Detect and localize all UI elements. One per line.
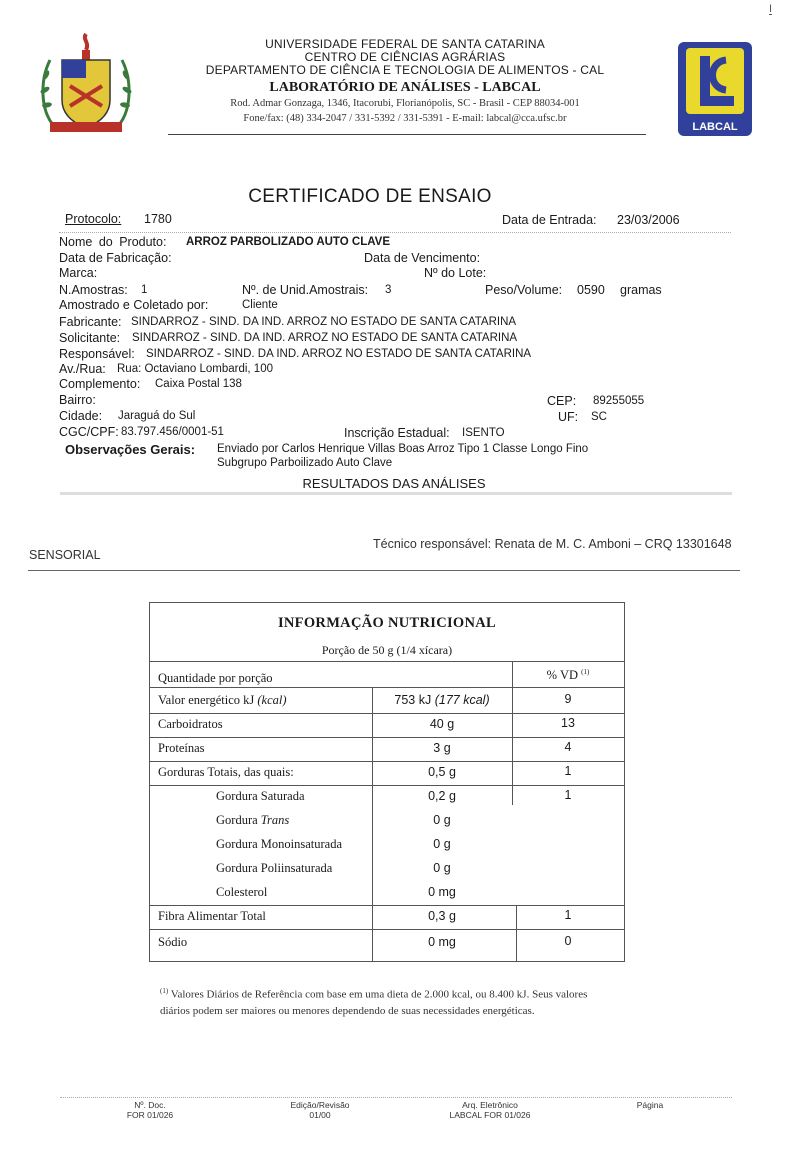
footer-arquivo: Arq. Eletrônico LABCAL FOR 01/026 <box>449 1100 531 1120</box>
nutrition-row-vd: 0 <box>564 934 572 948</box>
cgc-label: CGC/CPF: <box>59 425 119 439</box>
university-name: UNIVERSIDADE FEDERAL DE SANTA CATARINA <box>265 37 545 51</box>
nutrition-row <box>150 737 624 761</box>
nutrition-row-label: Gordura Poliinsaturada <box>216 861 333 875</box>
nutrition-row-vd: 1 <box>564 908 572 922</box>
center-name: CENTRO DE CIÊNCIAS AGRÁRIAS <box>304 50 506 64</box>
cgc-value: 83.797.456/0001-51 <box>121 426 224 438</box>
observacoes-label: Observações Gerais: <box>65 442 196 457</box>
observacoes-line2: Subgrupo Parboilizado Auto Clave <box>217 457 393 469</box>
university-seal-logo <box>36 30 136 140</box>
nutrition-row <box>150 833 624 857</box>
protocol-divider <box>59 232 731 233</box>
nutrition-row-label: Valor energético kJ (kcal) <box>158 693 287 707</box>
lab-name: LABORATÓRIO DE ANÁLISES - LABCAL <box>269 80 541 95</box>
nutrition-row <box>150 905 624 929</box>
marca-label: Marca: <box>59 266 98 280</box>
certificate-title: CERTIFICADO DE ENSAIO <box>248 186 492 207</box>
nutrition-row-vd: 4 <box>564 740 572 754</box>
complemento-value: Caixa Postal 138 <box>155 378 242 390</box>
nutrition-portion: Porção de 50 g (1/4 xícara) <box>321 643 453 657</box>
vencimento-label: Data de Vencimento: <box>364 251 481 265</box>
cidade-label: Cidade: <box>59 409 103 423</box>
peso-unit: gramas <box>620 283 662 297</box>
nutrition-row-quantity: 0,2 g <box>428 789 456 803</box>
nutrition-row-vd: 13 <box>561 716 575 730</box>
nutrition-row <box>150 713 624 737</box>
nutrition-row-quantity: 0 g <box>433 861 451 875</box>
inscricao-value: ISENTO <box>462 427 505 439</box>
qty-header: Quantidade por porção <box>158 671 273 685</box>
sensorial-label: SENSORIAL <box>29 548 101 562</box>
nome-label: Nome do Produto: <box>59 235 167 249</box>
footer-doc: Nº. Doc. FOR 01/026 <box>126 1100 174 1120</box>
data-entrada-value: 23/03/2006 <box>617 213 680 227</box>
nutrition-row <box>150 857 624 881</box>
responsavel-label: Responsável: <box>59 347 135 361</box>
nutrition-row-quantity: 0,3 g <box>428 909 456 923</box>
nutrition-row-quantity: 0 g <box>433 837 451 851</box>
nutrition-row-quantity: 0 mg <box>428 885 456 899</box>
inscricao-label: Inscrição Estadual: <box>344 426 450 440</box>
footnote <box>160 983 620 1019</box>
nutrition-row-quantity: 3 g <box>433 741 451 755</box>
nutrition-title: INFORMAÇÃO NUTRICIONAL <box>277 615 497 631</box>
unid-value: 3 <box>385 284 392 296</box>
footer-edicao: Edição/Revisão 01/00 <box>290 1100 350 1120</box>
rua-label: Av./Rua: <box>59 362 106 376</box>
fabricante-value: SINDARROZ - SIND. DA IND. ARROZ NO ESTADO DE SANTA CATARINA <box>131 316 517 328</box>
observacoes-line1: Enviado por Carlos Henrique Villas Boas Arroz Tipo 1 Classe Longo Fino <box>217 443 589 455</box>
nutrition-row-label: Gordura Trans <box>216 813 290 827</box>
lote-label: Nº do Lote: <box>424 266 487 280</box>
department-name: DEPARTAMENTO DE CIÊNCIA E TECNOLOGIA DE ALIMENTOS - CAL <box>205 63 605 77</box>
results-title: RESULTADOS DAS ANÁLISES <box>302 476 486 491</box>
nutrition-header-row <box>150 665 624 689</box>
rua-value: Rua: Octaviano Lombardi, 100 <box>117 363 273 375</box>
footnote-text: Valores Diários de Referência com base em uma dieta de 2.000 kcal, ou 8.400 kJ. Seus valores diários podem ser maiores ou menores dependendo de suas necessidades energéticas. <box>160 988 588 1017</box>
nutrition-row-vd: 1 <box>564 788 572 802</box>
peso-label: Peso/Volume: <box>485 283 563 297</box>
results-divider <box>60 492 732 495</box>
institution-header <box>160 38 650 126</box>
unid-label: Nº. de Unid.Amostrais: <box>242 283 369 297</box>
uf-value: SC <box>591 411 607 423</box>
corner-mark: I <box>768 3 772 15</box>
responsavel-value: SINDARROZ - SIND. DA IND. ARROZ NO ESTADO DE SANTA CATARINA <box>146 348 532 360</box>
nutrition-row-quantity: 0,5 g <box>428 765 456 779</box>
nutrition-row <box>150 689 624 713</box>
nutrition-row-quantity: 0 mg <box>428 935 456 949</box>
vd-header: % VD $^{(1)}$ <box>546 668 590 683</box>
nutrition-row-label: Carboidratos <box>158 717 223 731</box>
nutrition-row-quantity: 0 g <box>433 813 451 827</box>
lab-address: Rod. Admar Gonzaga, 1346, Itacorubi, Florianópolis, SC - Brasil - CEP 88034-001 <box>230 98 580 109</box>
nutrition-row-label: Proteínas <box>158 741 205 755</box>
nutrition-row-label: Colesterol <box>216 885 268 899</box>
labcal-logo-text: LABCAL <box>692 121 738 133</box>
footer-divider <box>60 1097 732 1098</box>
nutrition-row-quantity: 40 g <box>429 717 455 731</box>
tecnico-responsavel: Técnico responsável: Renata de M. C. Amboni – CRQ 13301648 <box>373 537 732 551</box>
nutrition-row-vd: 1 <box>564 764 572 778</box>
cep-value: 89255055 <box>593 395 645 407</box>
nutrition-table <box>149 602 625 962</box>
sensorial-divider <box>28 570 740 571</box>
nutrition-row-label: Gordura Monoinsaturada <box>216 837 343 851</box>
nutrition-row-quantity: 753 kJ (177 kcal) <box>394 693 490 707</box>
fabricante-label: Fabricante: <box>59 315 122 329</box>
n-amostras-value: 1 <box>141 284 148 296</box>
nutrition-row-vd: 9 <box>564 692 572 706</box>
nutrition-row-label: Gorduras Totais, das quais: <box>158 765 294 779</box>
labcal-logo <box>678 42 752 136</box>
nutrition-row-label: Sódio <box>158 935 188 949</box>
data-entrada-label: Data de Entrada: <box>502 213 597 227</box>
header-divider <box>168 134 646 135</box>
footer-pagina: Página <box>636 1100 664 1110</box>
cidade-value: Jaraguá do Sul <box>118 410 196 422</box>
fabricacao-label: Data de Fabricação: <box>59 251 172 265</box>
nutrition-row-label: Fibra Alimentar Total <box>158 909 266 923</box>
amostrado-value: Cliente <box>242 299 278 311</box>
bairro-label: Bairro: <box>59 393 96 407</box>
nutrition-row <box>150 785 624 809</box>
protocolo-value: 1780 <box>144 212 172 226</box>
complemento-label: Complemento: <box>59 377 141 391</box>
solicitante-value: SINDARROZ - SIND. DA IND. ARROZ NO ESTADO DE SANTA CATARINA <box>132 332 518 344</box>
nutrition-row <box>150 761 624 785</box>
nutrition-row-label: Gordura Saturada <box>216 789 305 803</box>
cep-label: CEP: <box>547 394 577 408</box>
nutrition-row <box>150 809 624 833</box>
nutrition-row <box>150 931 624 955</box>
nutrition-row <box>150 881 624 905</box>
peso-value: 0590 <box>577 283 605 297</box>
lab-contact: Fone/fax: (48) 334-2047 / 331-5392 / 331-5391 - E-mail: labcal@cca.ufsc.br <box>243 113 567 124</box>
footnote-marker: (1) <box>160 987 169 995</box>
uf-label: UF: <box>558 410 579 424</box>
nome-value: ARROZ PARBOLIZADO AUTO CLAVE <box>186 236 391 248</box>
protocolo-label: Protocolo: <box>65 212 122 226</box>
n-amostras-label: N.Amostras: <box>59 283 128 297</box>
amostrado-label: Amostrado e Coletado por: <box>59 298 209 312</box>
solicitante-label: Solicitante: <box>59 331 121 345</box>
